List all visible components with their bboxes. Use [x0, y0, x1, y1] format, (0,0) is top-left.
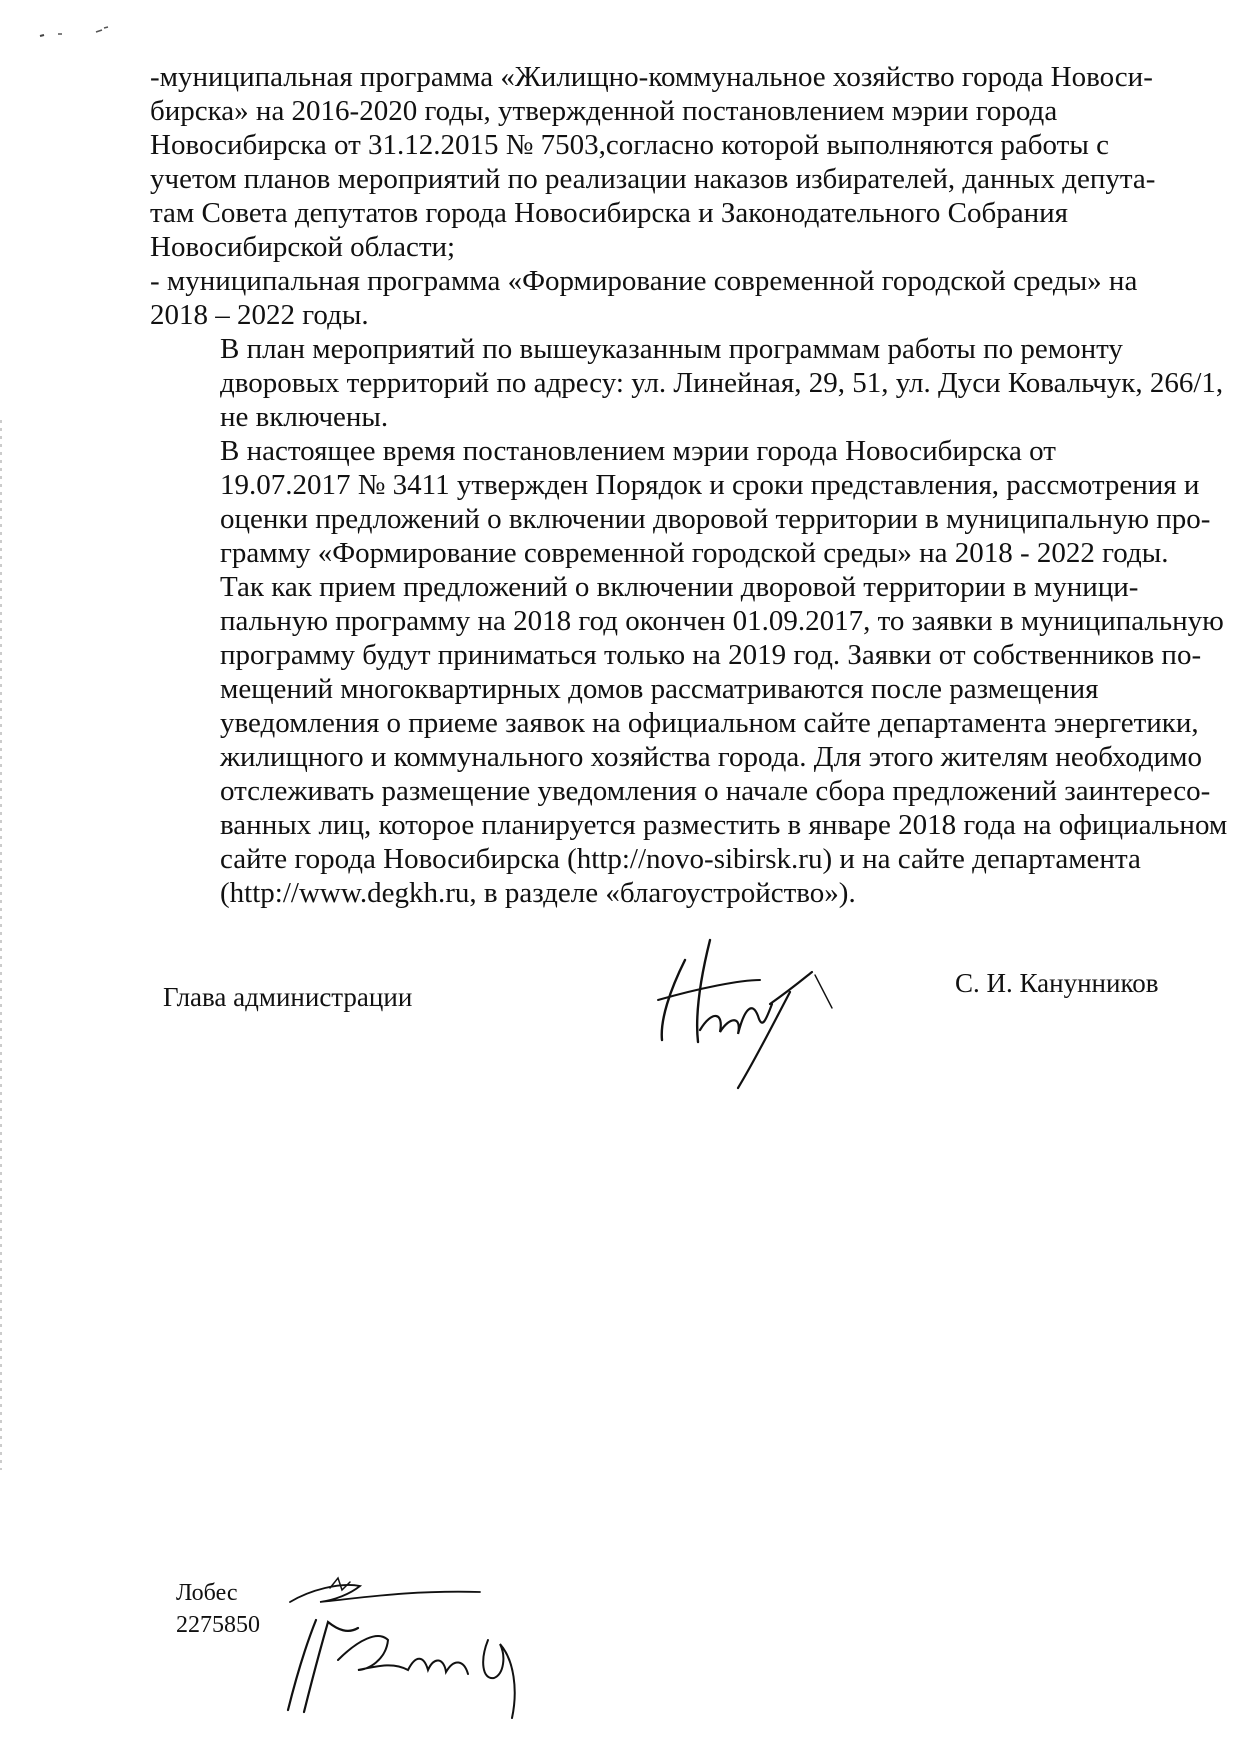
text-line: сайте города Новосибирска (http://novo-sibirsk.ru) и на сайте департамента	[220, 843, 1141, 875]
text-line: Так как прием предложений о включении дворовой территории в муници-	[220, 571, 1139, 603]
text-line: не включены.	[220, 401, 389, 433]
approval-signature	[268, 1600, 538, 1720]
text-line: жилищного и коммунального хозяйства города. Для этого жителям необходимо	[220, 741, 1203, 773]
handwritten-signature	[640, 920, 840, 1090]
executor-phone: 2275850	[176, 1612, 260, 1638]
text-line: В план мероприятий по вышеуказанным программам работы по ремонту	[220, 333, 1123, 365]
text-line: Новосибирской области;	[150, 231, 456, 263]
paragraph-applications	[150, 570, 1228, 910]
text-line: ванных лиц, которое планируется разместить в январе 2018 года на официальном	[220, 809, 1228, 841]
paragraph-not-included	[150, 332, 1224, 434]
text-line: В настоящее время постановлением мэрии города Новосибирска от	[220, 435, 1056, 467]
executor-name: Лобес	[176, 1580, 238, 1606]
text-line: -муниципальная программа «Жилищно-коммунальное хозяйство города Новоси-	[150, 61, 1153, 93]
text-line: учетом планов мероприятий по реализации наказов избирателей, данных депута-	[150, 163, 1156, 195]
text-line: оценки предложений о включении дворовой территории в муниципальную про-	[220, 503, 1211, 535]
text-line: отслеживать размещение уведомления о начале сбора предложений заинтересо-	[220, 775, 1211, 807]
text-line: там Совета депутатов города Новосибирска и Законодательного Собрания	[150, 197, 1068, 229]
text-line: пальную программу на 2018 год окончен 01.09.2017, то заявки в муниципальную	[220, 605, 1224, 637]
paragraph-procedure	[150, 434, 1211, 570]
text-line: грамму «Формирование современной городской среды» на 2018 - 2022 годы.	[220, 537, 1169, 569]
program-item-urban-environment	[150, 264, 1165, 332]
text-line: 19.07.2017 № 3411 утвержден Порядок и сроки представления, рассмотрения и	[220, 469, 1200, 501]
text-line: мещений многоквартирных домов рассматриваются после размещения	[220, 673, 1099, 705]
signatory-title: Глава администрации	[163, 982, 413, 1012]
text-line: уведомления о приеме заявок на официальном сайте департамента энергетики,	[220, 707, 1199, 739]
scan-edge-shadow	[0, 420, 4, 1470]
program-item-housing	[150, 60, 1165, 264]
text-line: дворовых территорий по адресу: ул. Линейная, 29, 51, ул. Дуси Ковальчук, 266/1,	[220, 367, 1224, 399]
scan-speck-marks	[38, 22, 118, 42]
text-line: Новосибирска от 31.12.2015 № 7503,согласно которой выполняются работы с	[150, 129, 1109, 161]
signatory-name: С. И. Канунников	[955, 968, 1159, 998]
text-line: бирска» на 2016-2020 годы, утвержденной постановлением мэрии города	[150, 95, 1058, 127]
text-line: (http://www.degkh.ru, в разделе «благоустройство»).	[220, 877, 856, 909]
text-line: программу будут приниматься только на 2019 год. Заявки от собственников по-	[220, 639, 1202, 671]
text-line: - муниципальная программа «Формирование современной городской среды» на	[150, 265, 1138, 297]
letter-body	[150, 60, 1228, 910]
text-line: 2018 – 2022 годы.	[150, 299, 369, 331]
